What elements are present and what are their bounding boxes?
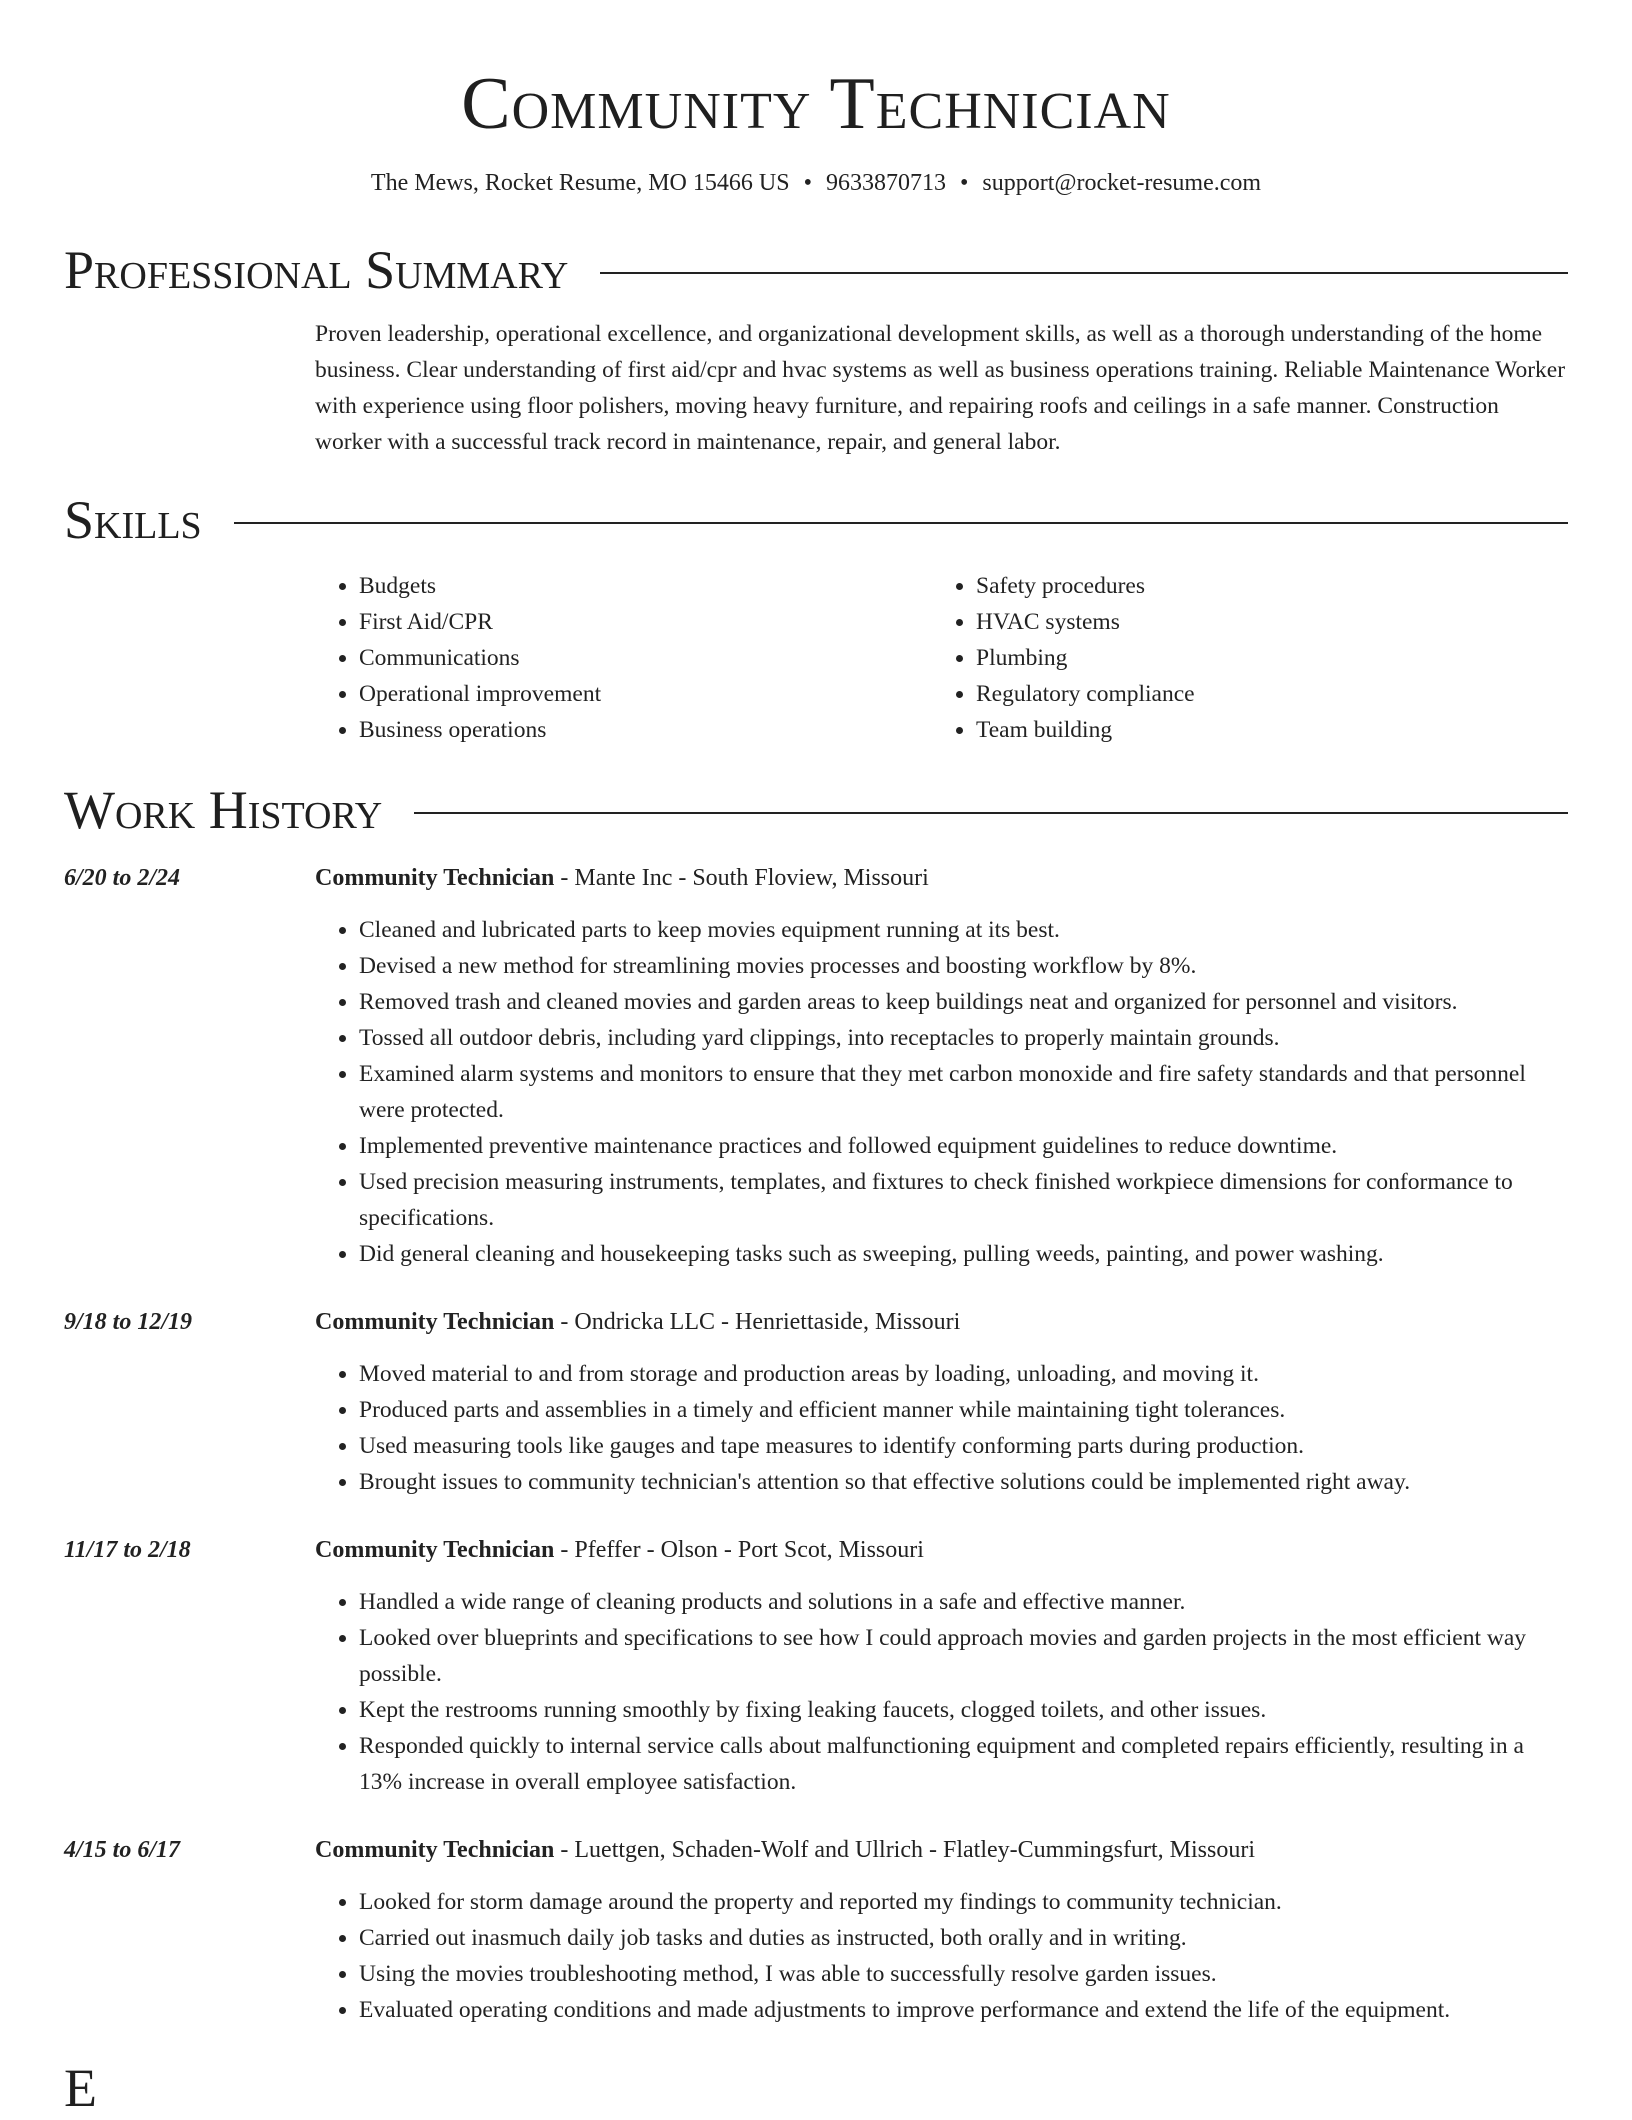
job-bullet: • Tossed all outdoor debris, including yard clippings, into receptacles to properly maintain grounds. [359, 1020, 1568, 1056]
job-header-row [64, 860, 1568, 896]
summary-title: Professional Summary [64, 240, 569, 300]
job-header-row [64, 1832, 1568, 1868]
next-section-title: E [64, 2058, 97, 2118]
job-bullet: • Used precision measuring instruments, templates, and fixtures to check finished workpiece dimensions for conformance to specifications. [359, 1164, 1568, 1236]
job-title: Community Technician [315, 865, 555, 891]
next-section [64, 2056, 1568, 2120]
resume-name: Community Technician [461, 63, 1171, 145]
work-history-section [64, 778, 1568, 2028]
skill-item: • Communications [359, 640, 932, 676]
job-bullet: • Responded quickly to internal service calls about malfunctioning equipment and completed repairs efficiently, resulting in a 13% increase in overall employee satisfaction. [359, 1728, 1568, 1800]
skill-item: • Budgets [359, 568, 932, 604]
job-heading [315, 1304, 960, 1340]
job-employer: - Luettgen, Schaden-Wolf and Ullrich - Flatley-Cummingsfurt, Missouri [554, 1837, 1255, 1863]
skill-item: • Plumbing [976, 640, 1549, 676]
contact-separator: • [959, 170, 969, 196]
summary-heading [64, 238, 1568, 302]
job-bullet: • Produced parts and assemblies in a timely and efficient manner while maintaining tight tolerances. [359, 1392, 1568, 1428]
contact-line [64, 168, 1568, 198]
job-bullet: • Carried out inasmuch daily job tasks and duties as instructed, both orally and in writing. [359, 1920, 1568, 1956]
contact-phone: 9633870713 [825, 170, 946, 196]
section-divider [414, 812, 1568, 814]
summary-text: Proven leadership, operational excellence, and organizational development skills, as well as a thorough understanding of the home business. Clear understanding of first aid/cpr and hvac systems as well as business operations training. Reliable Maintenance Worker with experience using floor polishers, moving heavy furniture, and repairing roofs and ceilings in a safe manner. Construction worker with a successful track record in maintenance, repair, and general labor. [315, 321, 1566, 455]
skills-title: Skills [64, 490, 202, 550]
job-title: Community Technician [315, 1309, 555, 1335]
skills-grid [315, 568, 1568, 748]
job-employer: - Pfeffer - Olson - Port Scot, Missouri [554, 1537, 924, 1563]
contact-address: The Mews, Rocket Resume, MO 15466 US [370, 170, 790, 196]
job-entry [64, 860, 1568, 1272]
job-entry [64, 1832, 1568, 2028]
job-dates: 11/17 to 2/18 [64, 1537, 191, 1563]
job-bullet: • Looked for storm damage around the property and reported my findings to community technician. [359, 1884, 1568, 1920]
job-bullets [315, 1356, 1568, 1500]
job-bullet: • Brought issues to community technician's attention so that effective solutions could be implemented right away. [359, 1464, 1568, 1500]
job-heading [315, 1532, 924, 1568]
job-entry [64, 1304, 1568, 1500]
skill-item: • First Aid/CPR [359, 604, 932, 640]
job-bullet: • Looked over blueprints and specifications to see how I could approach movies and garden projects in the most efficient way possible. [359, 1620, 1568, 1692]
skill-item: • Business operations [359, 712, 932, 748]
job-bullet: • Kept the restrooms running smoothly by fixing leaking faucets, clogged toilets, and other issues. [359, 1692, 1568, 1728]
work-history-heading [64, 778, 1568, 842]
summary-section [64, 238, 1568, 460]
skills-section [64, 488, 1568, 748]
section-divider [234, 522, 1568, 524]
skill-item: • Team building [976, 712, 1549, 748]
skills-column-right [932, 568, 1549, 748]
job-bullet: • Evaluated operating conditions and made adjustments to improve performance and extend the life of the equipment. [359, 1992, 1568, 2028]
job-bullet: • Did general cleaning and housekeeping tasks such as sweeping, pulling weeds, painting, and power washing. [359, 1236, 1568, 1272]
contact-separator: • [803, 170, 812, 196]
skill-item: • Operational improvement [359, 676, 932, 712]
job-bullet: • Examined alarm systems and monitors to ensure that they met carbon monoxide and fire safety standards and that personnel were protected. [359, 1056, 1568, 1128]
job-dates: 6/20 to 2/24 [64, 865, 181, 891]
job-bullets [315, 1884, 1568, 2028]
job-entry [64, 1532, 1568, 1800]
job-bullet: • Implemented preventive maintenance practices and followed equipment guidelines to reduce downtime. [359, 1128, 1568, 1164]
job-bullet: • Cleaned and lubricated parts to keep movies equipment running at its best. [359, 912, 1568, 948]
job-bullet: • Devised a new method for streamlining movies processes and boosting workflow by 8%. [359, 948, 1568, 984]
skill-item: • Regulatory compliance [976, 676, 1549, 712]
job-bullets [315, 1584, 1568, 1800]
job-title: Community Technician [315, 1837, 555, 1863]
section-divider [600, 272, 1568, 274]
skills-heading [64, 488, 1568, 552]
job-bullet: • Used measuring tools like gauges and tape measures to identify conforming parts during production. [359, 1428, 1568, 1464]
contact-email: support@rocket-resume.com [982, 170, 1262, 196]
job-bullet: • Moved material to and from storage and production areas by loading, unloading, and moving it. [359, 1356, 1568, 1392]
job-heading [315, 1832, 1255, 1868]
job-bullet: • Using the movies troubleshooting method, I was able to successfully resolve garden issues. [359, 1956, 1568, 1992]
job-employer: - Ondricka LLC - Henriettaside, Missouri [554, 1309, 961, 1335]
job-title: Community Technician [315, 1537, 555, 1563]
job-employer: - Mante Inc - South Floview, Missouri [554, 865, 929, 891]
job-bullet: • Handled a wide range of cleaning products and solutions in a safe and effective manner. [359, 1584, 1568, 1620]
work-history-title: Work History [64, 780, 383, 840]
resume-page [64, 0, 1568, 2120]
job-dates: 4/15 to 6/17 [64, 1837, 181, 1863]
job-bullets [315, 912, 1568, 1272]
job-bullet: • Removed trash and cleaned movies and garden areas to keep buildings neat and organized for personnel and visitors. [359, 984, 1568, 1020]
job-dates: 9/18 to 12/19 [64, 1309, 193, 1335]
job-heading [315, 860, 929, 896]
job-header-row [64, 1304, 1568, 1340]
next-section-heading [64, 2056, 1568, 2120]
job-header-row [64, 1532, 1568, 1568]
skill-item: • Safety procedures [976, 568, 1549, 604]
skills-column-left [315, 568, 932, 748]
skill-item: • HVAC systems [976, 604, 1549, 640]
